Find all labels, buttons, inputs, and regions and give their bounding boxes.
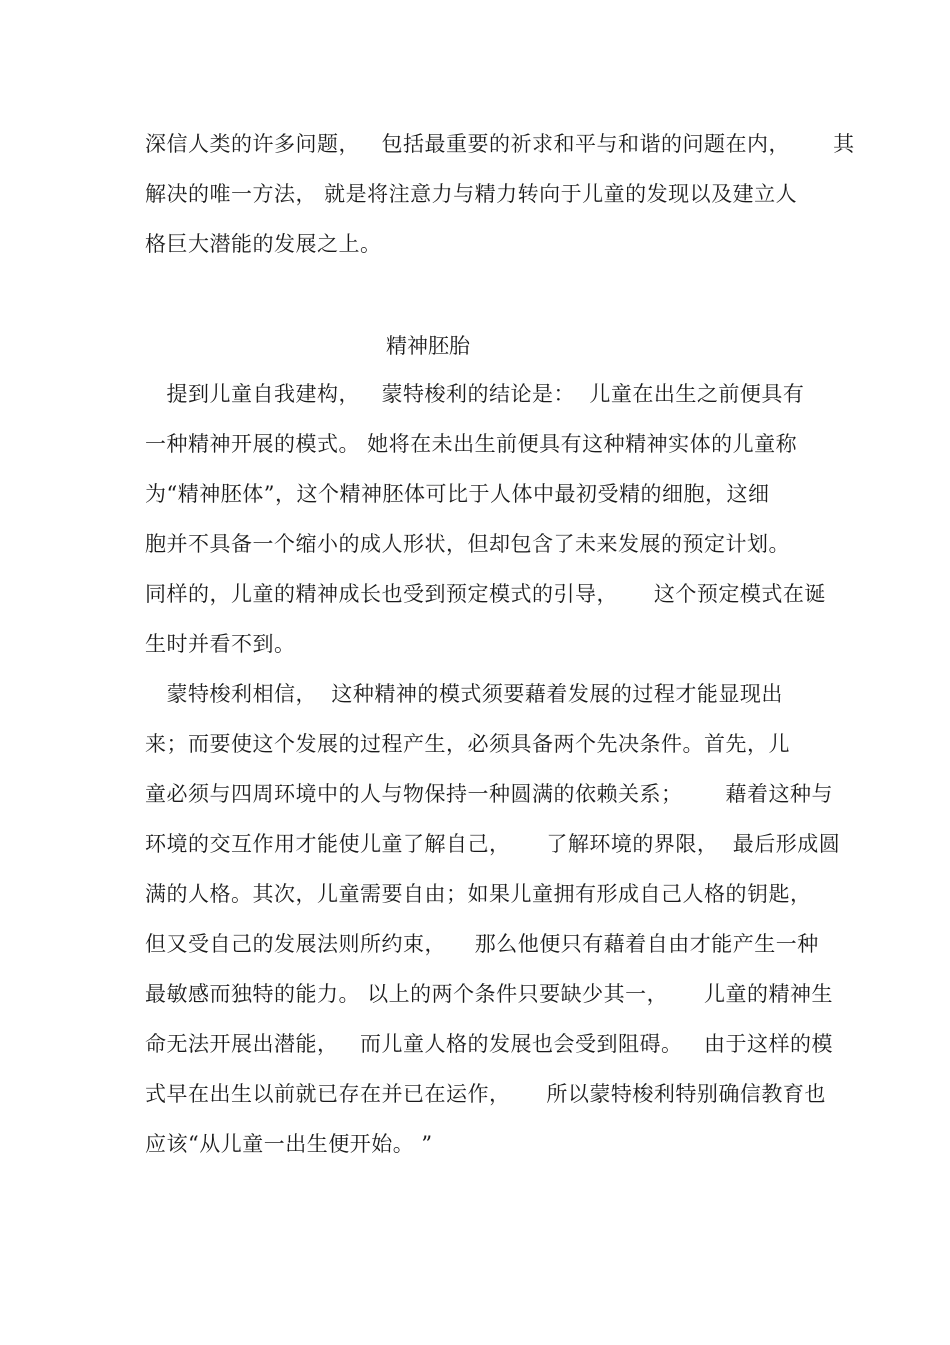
text-line: 蒙特梭利相信， 这种精神的模式须要藉着发展的过程才能显现出 xyxy=(145,682,783,706)
text-line: 应该“从儿童一出生便开始。 ” xyxy=(145,1132,433,1156)
text-line: 满的人格。其次，儿童需要自由；如果儿童拥有形成自己人格的钥匙， xyxy=(145,882,812,906)
text-line: 同样的，儿童的精神成长也受到预定模式的引导， 这个预定模式在诞 xyxy=(145,582,826,606)
text-line: 提到儿童自我建构， 蒙特梭利的结论是： 儿童在出生之前便具有 xyxy=(145,382,805,406)
text-line: 式早在出生以前就已存在并已在运作， 所以蒙特梭利特别确信教育也 xyxy=(145,1082,826,1106)
text-line: 为“精神胚体”，这个精神胚体可比于人体中最初受精的细胞，这细 xyxy=(145,482,770,506)
text-line: 童必须与四周环境中的人与物保持一种圆满的依赖关系； 藉着这种与 xyxy=(145,782,834,806)
text-line: 格巨大潜能的发展之上。 xyxy=(145,232,382,256)
text-line: 生时并看不到。 xyxy=(145,632,296,656)
text-line: 环境的交互作用才能使儿童了解自己， 了解环境的界限， 最后形成圆 xyxy=(145,832,841,856)
text-line: 最敏感而独特的能力。 以上的两个条件只要缺少其一， 儿童的精神生 xyxy=(145,982,834,1006)
text-line: 胞并不具备一个缩小的成人形状，但却包含了未来发展的预定计划。 xyxy=(145,532,790,556)
text-line: 命无法开展出潜能， 而儿童人格的发展也会受到阻碍。 由于这样的模 xyxy=(145,1032,834,1056)
text-line: 但又受自己的发展法则所约束， 那么他便只有藉着自由才能产生一种 xyxy=(145,932,819,956)
text-line: 一种精神开展的模式。 她将在未出生前便具有这种精神实体的儿童称 xyxy=(145,432,798,456)
section-title: 精神胚胎 xyxy=(386,334,470,358)
text-line: 解决的唯一方法， 就是将注意力与精力转向于儿童的发现以及建立人 xyxy=(145,182,798,206)
text-line: 深信人类的许多问题， 包括最重要的祈求和平与和谐的问题在内， 其 xyxy=(145,132,855,156)
text-line: 来；而要使这个发展的过程产生，必须具备两个先决条件。首先，儿 xyxy=(145,732,790,756)
